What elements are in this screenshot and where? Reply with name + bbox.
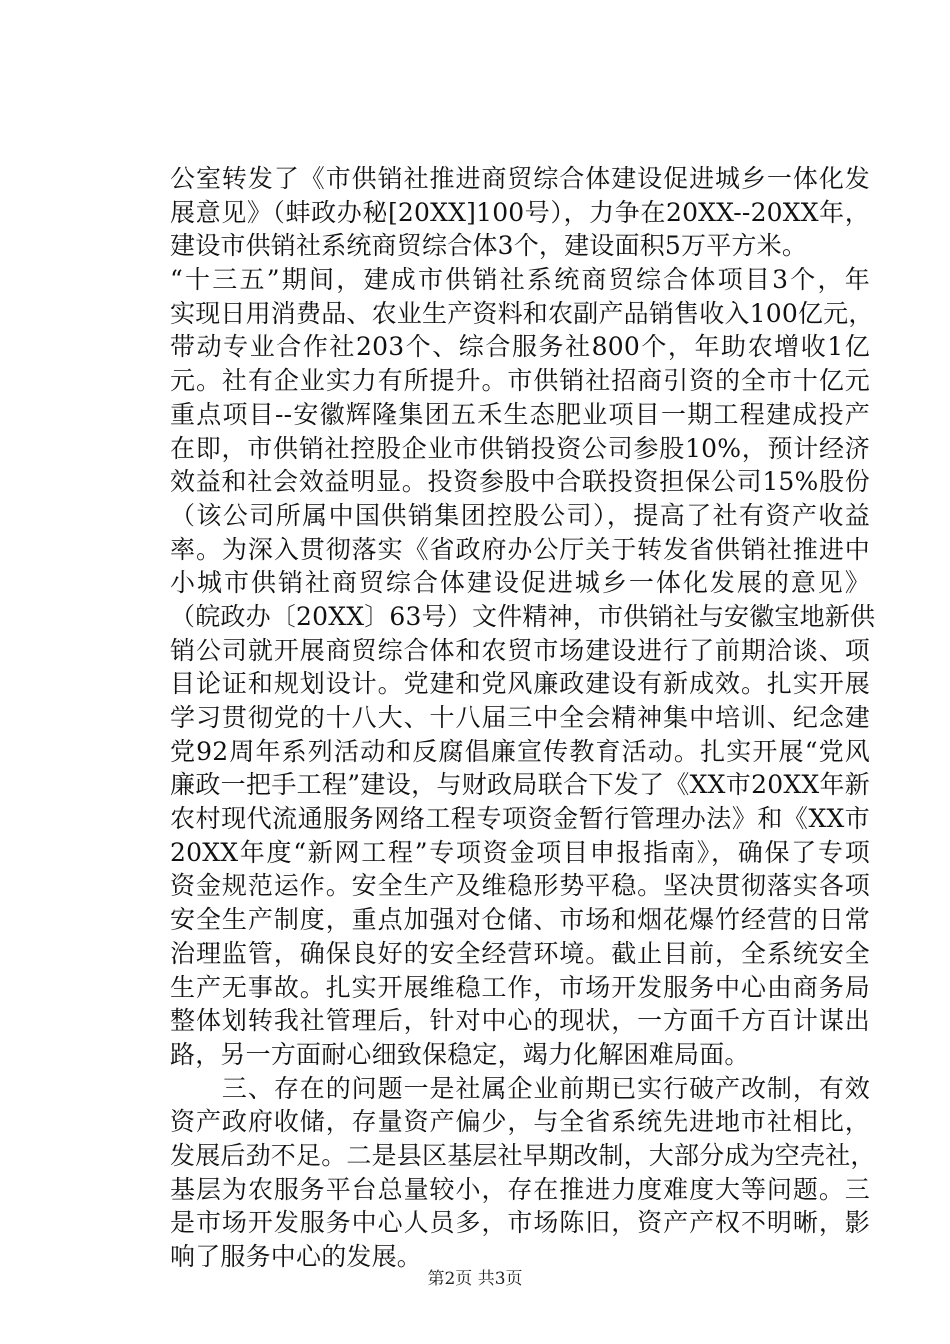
text-line: 生产无事故。扎实开展维稳工作，市场开发服务中心由商务局 [170,972,870,1002]
text-line: 小城市供销社商贸综合体建设促进城乡一体化发展的意见》 [170,568,870,598]
text-line: 安全生产制度，重点加强对仓储、市场和烟花爆竹经营的日常 [170,905,870,935]
text-line: 治理监管，确保良好的安全经营环境。截止目前，全系统安全 [170,938,870,968]
text-line: 实现日用消费品、农业生产资料和农副产品销售收入100亿元， [170,298,874,328]
text-line: 整体划转我社管理后，针对中心的现状，一方面千方百计谋出 [170,1006,870,1036]
text-line: 重点项目--安徽辉隆集团五禾生态肥业项目一期工程建成投产 [170,399,870,429]
text-line: 发展后劲不足。二是县区基层社早期改制，大部分成为空壳社， [170,1140,876,1170]
text-line: 三、存在的问题一是社属企业前期已实行破产改制，有效 [170,1073,870,1103]
text-line: 路，另一方面耐心细致保稳定，竭力化解困难局面。 [170,1039,750,1069]
text-line: 目论证和规划设计。党建和党风廉政建设有新成效。扎实开展 [170,669,870,699]
text-line: 公室转发了《市供销社推进商贸综合体建设促进城乡一体化发 [170,164,870,193]
text-line: 率。为深入贯彻落实《省政府办公厅关于转发省供销社推进中 [170,534,870,564]
text-line: 展意见》（蚌政办秘[20XX]100号），力争在20XX--20XX年， [170,197,870,227]
text-line: 效益和社会效益明显。投资参股中合联投资担保公司15%股份 [170,467,870,497]
text-line: 农村现代流通服务网络工程专项资金暂行管理办法》和《XX市 [170,804,870,834]
text-line: 资金规范运作。安全生产及维稳形势平稳。坚决贯彻落实各项 [170,871,870,901]
text-line: （该公司所属中国供销集团控股公司），提高了社有资产收益 [170,500,870,530]
page-number-footer: 第2页 共3页 [427,1269,523,1289]
text-line: 学习贯彻党的十八大、十八届三中全会精神集中培训、纪念建 [170,703,870,732]
text-line: “十三五”期间，建成市供销社系统商贸综合体项目3个，年 [170,265,870,295]
text-line: 党92周年系列活动和反腐倡廉宣传教育活动。扎实开展“党风 [170,736,870,766]
body-text [170,162,876,1274]
text-line: 20XX年度“新网工程”专项资金项目申报指南》，确保了专项 [170,837,870,867]
text-line: 响了服务中心的发展。 [170,1242,423,1271]
text-line: 资产政府收储，存量资产偏少，与全省系统先进地市社相比， [170,1107,870,1137]
text-line: 元。社有企业实力有所提升。市供销社招商引资的全市十亿元 [170,366,870,396]
text-line: 基层为农服务平台总量较小，存在推进力度难度大等问题。三 [170,1174,870,1204]
text-line: 在即，市供销社控股企业市供销投资公司参股10%，预计经济 [170,433,870,463]
text-line: 销公司就开展商贸综合体和农贸市场建设进行了前期洽谈、项 [170,635,870,665]
text-line: 是市场开发服务中心人员多，市场陈旧，资产产权不明晰，影 [170,1208,870,1238]
text-line: 建设市供销社系统商贸综合体3个，建设面积5万平方米。 [170,231,808,261]
text-line: （皖政办〔20XX〕63号）文件精神，市供销社与安徽宝地新供 [170,601,876,631]
text-line: 带动专业合作社203个、综合服务社800个，年助农增收1亿 [170,332,870,362]
text-line: 廉政一把手工程”建设，与财政局联合下发了《XX市20XX年新 [170,770,870,800]
